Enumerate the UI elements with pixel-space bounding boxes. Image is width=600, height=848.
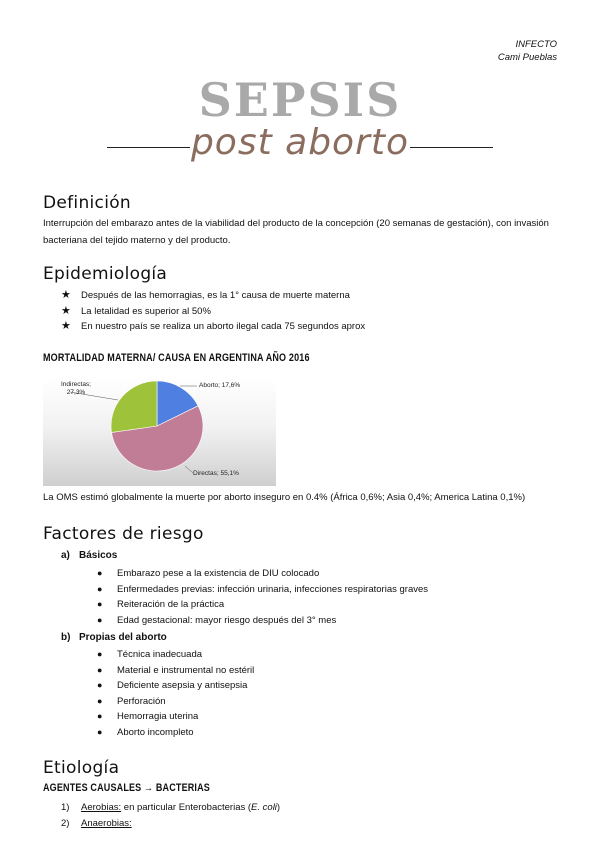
star-bullet-icon: ★ — [61, 304, 71, 317]
star-bullet-icon: ★ — [61, 320, 71, 332]
title-main: SEPSIS — [198, 73, 402, 127]
list-item: ● Aborto incompleto — [97, 725, 557, 741]
factores-group-a-list — [97, 566, 557, 628]
definicion-text: Interrupción del embarazo antes de la viabilidad del producto de la concepción (20 semanas de gestación), con invasión bacteriana del tejido materno y del producto. — [43, 218, 549, 246]
list-item: ● Material e instrumental no estéril — [97, 663, 557, 679]
dot-bullet-icon: ● — [97, 649, 103, 659]
factores-group-a-title: a) Básicos — [61, 550, 118, 561]
dot-bullet-icon: ● — [97, 599, 103, 609]
pie-label-aborto: Aborto; 17,6% — [199, 382, 241, 389]
list-item: ● Reiteración de la práctica — [97, 597, 557, 613]
heading-etiologia: Etiología — [43, 758, 120, 778]
pie-label-indirectas: Indirectas; 27,3% — [61, 381, 91, 396]
pie-label-directas: Directas; 55,1% — [193, 470, 239, 477]
star-bullet-icon: ★ — [61, 289, 71, 301]
list-item: 1) Aerobias: en particular Enterobacterias (E. coli) — [61, 802, 281, 813]
header-subject: INFECTO — [515, 39, 557, 50]
oms-text: La OMS estimó globalmente la muerte por aborto inseguro en 0.4% (África 0,6%; Asia 0,4%; America Latina 0,1%) — [43, 492, 526, 503]
header-author: Cami Pueblas — [497, 52, 557, 63]
dot-bullet-icon: ● — [97, 711, 103, 721]
heading-factores: Factores de riesgo — [43, 524, 204, 544]
list-item: ● Perforación — [97, 694, 557, 710]
dot-bullet-icon: ● — [97, 695, 103, 706]
heading-epidemiologia: Epidemiología — [43, 264, 168, 284]
etiologia-list — [61, 800, 541, 831]
dot-bullet-icon: ● — [97, 568, 103, 578]
list-item: ★ En nuestro país se realiza un aborto ilegal cada 75 segundos aprox — [61, 319, 561, 335]
dot-bullet-icon: ● — [97, 664, 103, 675]
dot-bullet-icon: ● — [97, 726, 103, 737]
factores-group-b-list — [97, 647, 557, 740]
list-item: ★ Después de las hemorragias, es la 1° causa de muerte materna — [61, 288, 561, 304]
title-right-rule — [410, 147, 493, 148]
pie-chart — [43, 378, 276, 486]
list-item: 2) Anaerobias: — [61, 817, 132, 829]
dot-bullet-icon: ● — [97, 614, 103, 625]
chart-heading: MORTALIDAD MATERNA/ CAUSA EN ARGENTINA AÑO 2016 — [43, 352, 310, 364]
list-item: ● Hemorragia uterina — [97, 709, 557, 725]
list-item: ● Deficiente asepsia y antisepsia — [97, 678, 557, 694]
list-item: ● Embarazo pese a la existencia de DIU colocado — [97, 566, 557, 582]
list-item: ★ La letalidad es superior al 50% — [61, 304, 561, 320]
document-header — [498, 38, 557, 64]
epidemiologia-list — [61, 288, 561, 335]
etiologia-subheading: AGENTES CAUSALES → BACTERIAS — [43, 782, 210, 794]
list-item: ● Enfermedades previas: infección urinaria, infecciones respiratorias graves — [97, 582, 557, 598]
list-item: ● Técnica inadecuada — [97, 647, 557, 663]
heading-definicion: Definición — [43, 193, 131, 213]
dot-bullet-icon: ● — [97, 680, 103, 690]
title-sub: post aborto — [190, 122, 410, 163]
list-item: ● Edad gestacional: mayor riesgo después del 3° mes — [97, 613, 557, 629]
dot-bullet-icon: ● — [97, 583, 103, 594]
factores-group-b-title: b) Propias del aborto — [61, 632, 167, 643]
